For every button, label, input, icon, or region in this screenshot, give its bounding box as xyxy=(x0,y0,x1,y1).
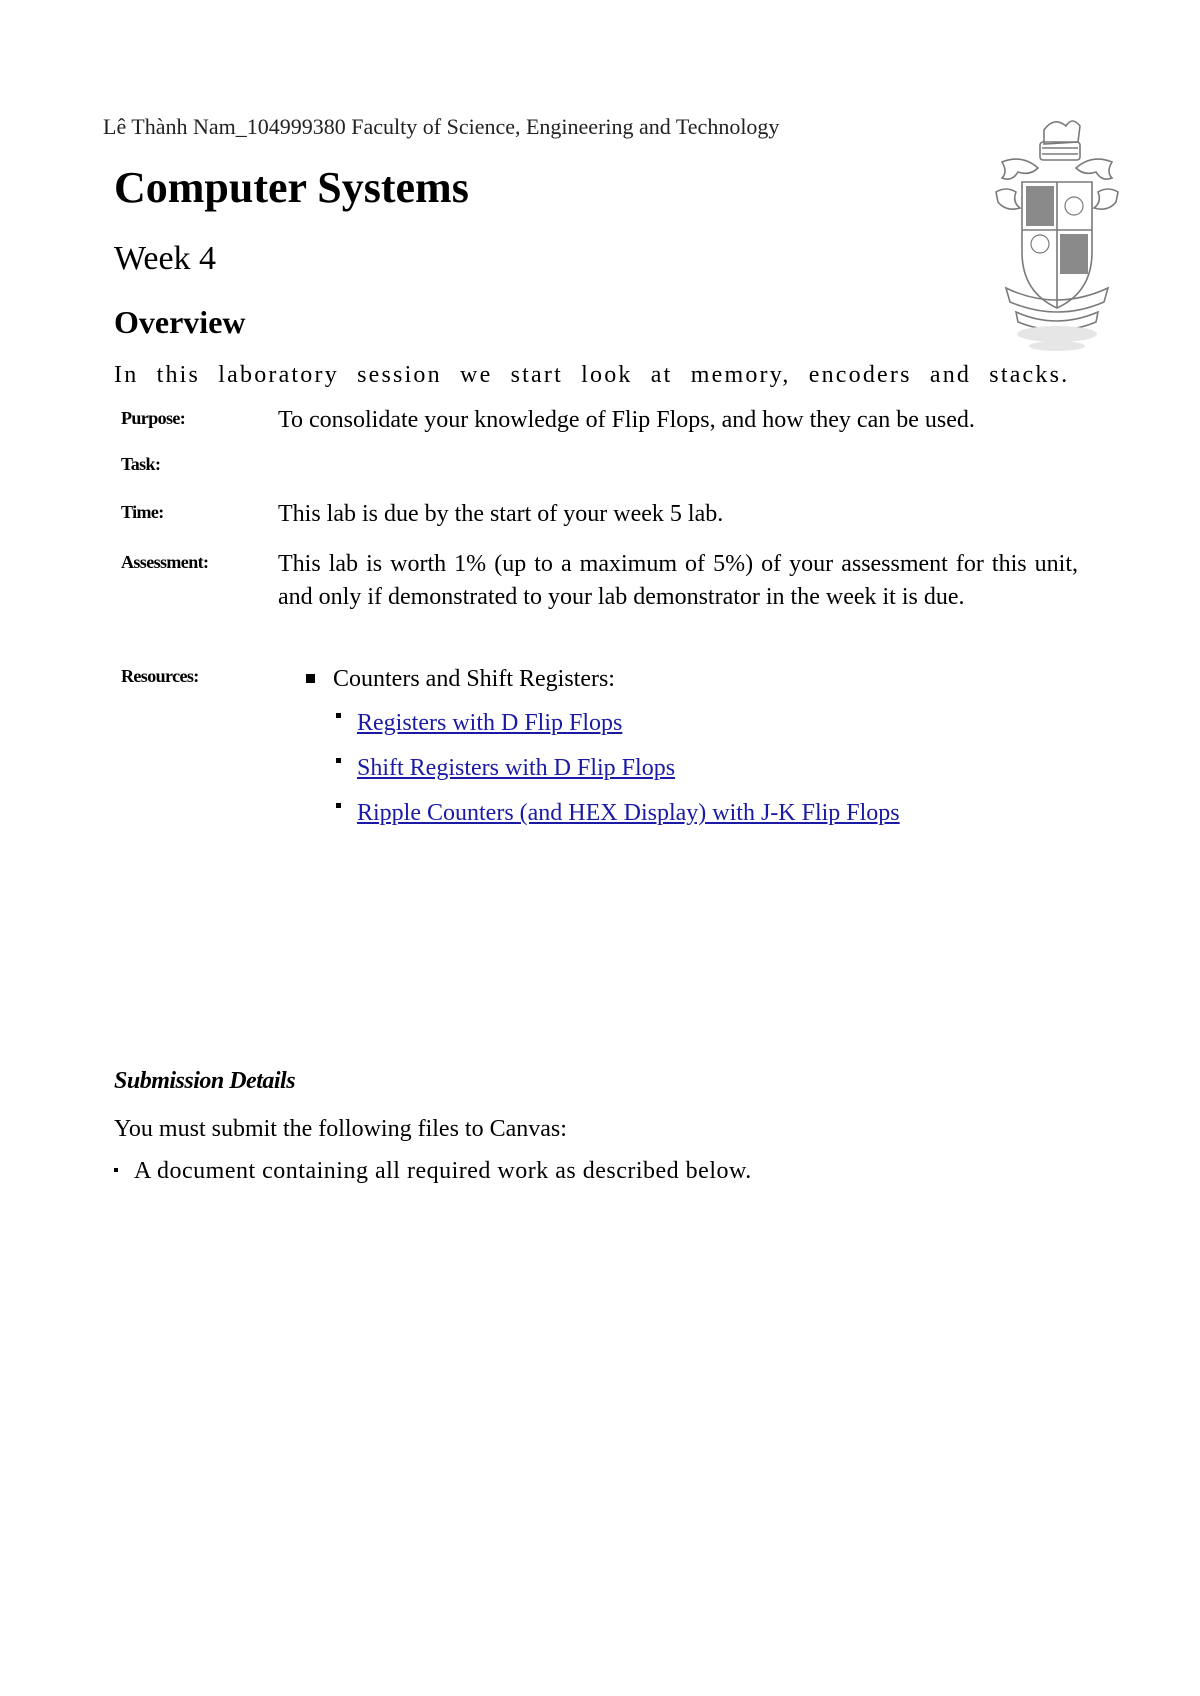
purpose-value: To consolidate your knowledge of Flip Flops, and how they can be used. xyxy=(278,407,975,433)
resource-link-item xyxy=(336,800,900,827)
bullet-icon xyxy=(336,758,341,763)
resources-main-item xyxy=(306,666,615,693)
bullet-icon xyxy=(336,713,341,718)
task-label: Task: xyxy=(121,454,161,474)
bullet-icon xyxy=(336,803,341,808)
page-title: Computer Systems xyxy=(114,163,469,212)
square-bullet-icon xyxy=(306,674,315,683)
university-crest-logo xyxy=(992,112,1122,352)
purpose-label: Purpose: xyxy=(121,408,186,428)
overview-heading: Overview xyxy=(114,304,246,340)
overview-intro: In this laboratory session we start look at memory, encoders and stacks. xyxy=(114,362,1070,388)
assessment-label: Assessment: xyxy=(121,552,209,572)
time-value: This lab is due by the start of your week 5 lab. xyxy=(278,501,724,527)
submission-heading: Submission Details xyxy=(114,1068,296,1094)
assessment-value: This lab is worth 1% (up to a maximum of 5%) of your assessment for this unit, and only if demonstrated to your lab demonstrator in the week it is due. xyxy=(278,551,1078,610)
submission-text: You must submit the following files to Canvas: xyxy=(114,1116,567,1142)
time-label: Time: xyxy=(121,502,164,522)
registers-d-flipflops-link[interactable]: Registers with D Flip Flops xyxy=(357,710,623,736)
submission-bullet-text: A document containing all required work as described below. xyxy=(134,1158,752,1184)
week-subtitle: Week 4 xyxy=(114,240,217,277)
bullet-icon xyxy=(114,1168,118,1172)
header-author-line: Lê Thành Nam_104999380 Faculty of Science, Engineering and Technology xyxy=(103,114,780,139)
resources-list xyxy=(306,666,900,826)
shift-registers-d-flipflops-link[interactable]: Shift Registers with D Flip Flops xyxy=(357,755,676,781)
ripple-counters-jk-flipflops-link[interactable]: Ripple Counters (and HEX Display) with J-K Flip Flops xyxy=(357,800,900,826)
resources-main-label: Counters and Shift Registers: xyxy=(333,666,615,692)
resource-link-item xyxy=(336,710,622,737)
resources-label: Resources: xyxy=(121,666,199,686)
resource-link-item xyxy=(336,755,675,782)
submission-bullet-item xyxy=(114,1158,752,1185)
